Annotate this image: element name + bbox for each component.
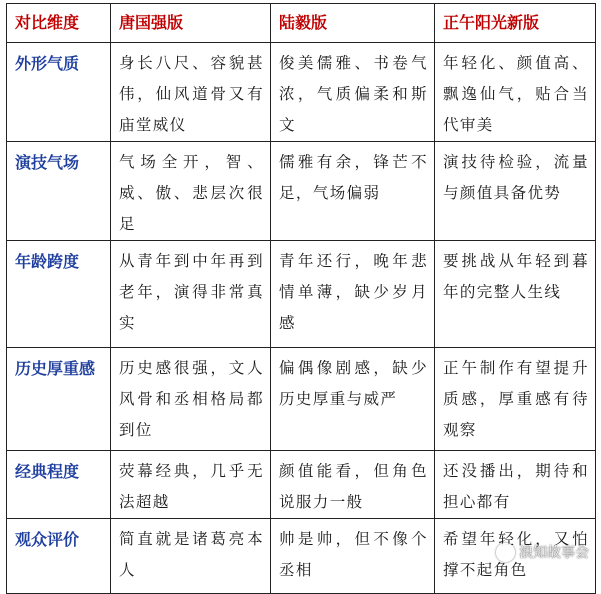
table-cell: 历史感很强，文人风骨和丞相格局都到位: [111, 348, 271, 451]
table-row: [7, 241, 596, 348]
table-cell: 从青年到中年再到老年，演得非常真实: [111, 241, 271, 348]
table-row: [7, 43, 596, 142]
table-cell: 颜值能看，但角色说服力一般: [271, 451, 435, 519]
table-cell: 青年还行，晚年悲情单薄，缺少岁月感: [271, 241, 435, 348]
table-cell: 偏偶像剧感，缺少历史厚重与威严: [271, 348, 435, 451]
header-tang-version: 唐国强版: [111, 4, 271, 43]
table-row: [7, 142, 596, 241]
table-cell: 荧幕经典，几乎无法超越: [111, 451, 271, 519]
header-dimension: 对比维度: [7, 4, 111, 43]
table-cell: 希望年轻化，又怕撑不起角色: [435, 519, 596, 594]
watermark-text: 浪知故事会: [519, 545, 589, 561]
table-row: [7, 451, 596, 519]
table-cell: 正午制作有望提升质感，厚重感有待观察: [435, 348, 596, 451]
watermark: [496, 542, 589, 562]
row-dimension: 演技气场: [7, 142, 111, 241]
table-cell: 年轻化、颜值高、飘逸仙气，贴合当代审美: [435, 43, 596, 142]
table-cell: 要挑战从年轻到暮年的完整人生线: [435, 241, 596, 348]
table-cell: 演技待检验，流量与颜值具备优势: [435, 142, 596, 241]
table-cell: 还没播出，期待和担心都有: [435, 451, 596, 519]
table-cell: 气场全开，智、威、傲、悲层次很足: [111, 142, 271, 241]
header-lu-version: 陆毅版: [271, 4, 435, 43]
table-row: [7, 348, 596, 451]
comparison-table: [6, 3, 596, 594]
table-cell: 俊美儒雅、书卷气浓，气质偏柔和斯文: [271, 43, 435, 142]
table-cell: 简直就是诸葛亮本人: [111, 519, 271, 594]
comparison-table-container: [6, 3, 595, 594]
row-dimension: 年龄跨度: [7, 241, 111, 348]
circle-logo-icon: [496, 543, 515, 562]
table-cell: 帅是帅，但不像个丞相: [271, 519, 435, 594]
table-cell: 儒雅有余，锋芒不足，气场偏弱: [271, 142, 435, 241]
row-dimension: 外形气质: [7, 43, 111, 142]
row-dimension: 经典程度: [7, 451, 111, 519]
header-row: [7, 4, 596, 43]
table-cell: 身长八尺、容貌甚伟，仙风道骨又有庙堂威仪: [111, 43, 271, 142]
row-dimension: 历史厚重感: [7, 348, 111, 451]
header-new-version: 正午阳光新版: [435, 4, 596, 43]
row-dimension: 观众评价: [7, 519, 111, 594]
